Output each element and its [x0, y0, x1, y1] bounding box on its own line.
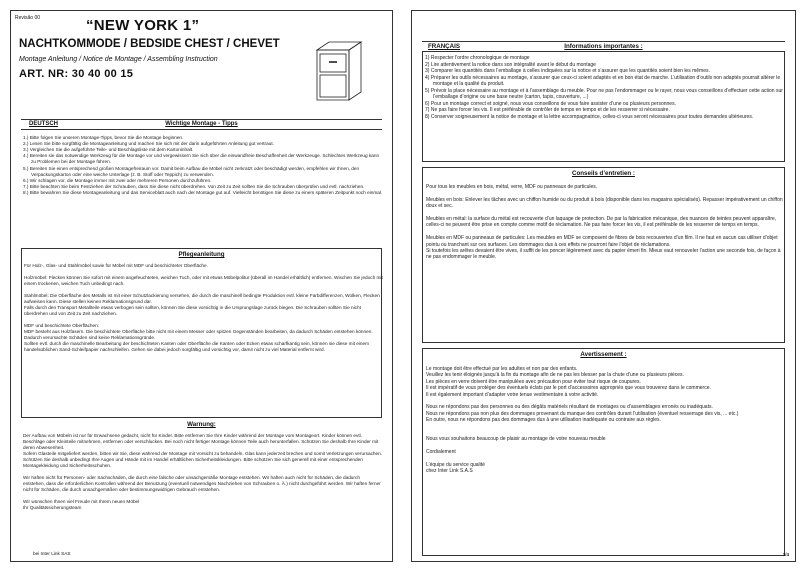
page-number: 1/4 — [782, 552, 789, 557]
tips-list — [23, 135, 385, 196]
revision-label: Revisão 00 — [15, 15, 41, 21]
french-info-header — [422, 41, 785, 52]
list-item: 2) Lire attentivement la notice dans son intégralité avant le début du montage — [425, 61, 596, 68]
warning-section-fr — [422, 348, 785, 556]
product-title: “NEW YORK 1” — [86, 17, 200, 34]
warning-text-fr: Le montage doit être effectué par les adultes et non par des enfants. Veuillez les tenir éloignés jusqu’à la fin du montage afin de ne pas les blesser par la chute d’une ou plusieurs pièces. Les pièces en verre doivent être manipulées avec précaution pour éviter tout risque de coupures. Il est impératif de vous protéger des éventuels éclats par le port d’accessoires appropriés que vous trouverez dans le commerce. Il est également important d’adapter votre tenue vestimentaire à votre activité. Nous ne répondons pas des personnes ou des dégâts matériels résultant de montages ou d’assemblages erronés ou inadéquats. Nous ne répondons pas non plus des dommages provenant du manque des contrôles durant l’utilisation (éventuel resserrage des vis, ... etc.) En outre, nous ne répondons pas des dommages dus à une utilisation inadéquate ou contraire aux règles. Nous vous souhaitons beaucoup de plaisir au montage de votre nouveau meuble Cordialement L’équipe du service qualité chez Inter Link S.A.S — [426, 366, 739, 475]
list-item: 8.) Bitte bewahren Sie diese Montageanleitung und das Serviceblatt auch nach der Montage gut auf. Vielleicht benötigen Sie diese zu einem späteren Zeitpunkt noch einmal. — [23, 189, 383, 195]
instruction-line: Montage Anleitung / Notice de Montage / Assembling Instruction — [19, 56, 218, 63]
care-text: Für Holz-, Glas- und Stahlmöbel sowie für Möbel mit MDF und beschichteter Oberfläche. Holzmöbel: Flecken können Sie sofort mit einem angefeuchteten, weichen Tuch, oder mit etwas Möbelpolitur (überall im Handel erhältlich) entfernen. Wischen Sie jedoch mit einem trockenen, weichen Tuch unbedingt nach. Stahlmöbel: Die Oberfläche des Metalls ist mit einer Schutzlackierung versehen, die durch die maschinell bedingte Produktion evtl. kleine Farbdifferenzen, Wolken, Flecken aufweisen kann. Diese stellen keinen Reklamationsgrund dar. Falls durch den Transport Metallteile etwas verbogen sein sollten, können Sie diese vorsichtig in die Ursprungslage zurück biegen. Die Schrauben sollten Sie nicht überdrehen und von Zeit zu Zeit nachziehen. MDF und beschichtete Oberflächen: MDF besteht aus Holzfasern. Die beschichtete Oberfläche bitte nicht mit einem Messer oder spitzen Gegenständen bearbeiten, da dadurch Schäden entstehen können. Dadurch verursachte Schäden sind keine Reklamationsgründe. Sollten evtl. durch die maschinelle Bearbeitung der beschichteten Kanten oder Oberfläche die Kanten oder Ecken etwas scharfkantig sein, können sie diese mit einem handelsüblichen Sand-Schleifpapier nachschleifen. Gehen sie dabei jedoch sorgfältig und vorsichtig vor, damit nicht zu viel Material entfernt wird. — [24, 263, 383, 353]
list-item: 3.) Vergleichen Sie die aufgeführte Teile- und Beschlagsliste mit dem Kartoninhalt. — [23, 147, 194, 153]
care-heading-fr: Conseils d’entretien : — [572, 170, 635, 177]
warning-text: Der Aufbau von Möbeln ist nur für Erwachsene gedacht, nicht für Kinder. Bitte entfernen Sie Ihre Kinder während der Montage vom Montageort. Kinder können evtl. Beschläge oder Kleinteile mitnehmen, entfernen oder verschlucken. Bei noch nicht fertiger Montage können Teile auch herunterfallen. Schützen Sie deshalb Ihre Kinder mit deren Abwesenheit. Sofern Glasteile mitgeliefert werden, bitten wir Sie, diese während der Montage mit Vorsicht zu behandeln. Glas kann jederzeit brechen und somit Verletzungen verursachen. Schützen Sie deshalb unbedingt Ihre Augen und Hände mit im Handel erhältlichen Sicherheitskleidungen. Bitte schützen Sie sich generell mit einer entsprechenden Montagekleidung und Sicherheitsschuhen. Wir haften nicht für Personen- oder Sachschäden, die durch eine falsche oder unsachgemäße Montage entstehen. Wir haften auch nicht für Schäden, die dadurch entstehen, dass die erforderlichen Kontrollen während der Benutzung (eventuell notwendiges Nachziehen von Schrauben o. Ä.) nicht durchgeführt werden. Wir haften ferner nicht für Schäden, die durch unsachgemäßen oder bestimmungswidrigen Gebrauch entstehen. Wir wünschen Ihnen viel Freude mit Ihrem neuen Möbel Ihr Qualitätssicherungsteam — [23, 433, 383, 511]
list-item: 7) Ne pas faire forcer les vis. Il est préférable de contrôler de temps en temps et de les resserrer si nécessaire. — [425, 107, 670, 113]
list-item: 1) Respecter l’ordre chronologique de montage — [425, 55, 530, 61]
list-item: 4) Préparer les outils nécessaires au montage, s’assurer que ceux-ci soient adaptés et en bon état de marche. L’utilisation d’outils non adaptés pourrait altérer le montage et la qualité du produit. — [425, 74, 781, 87]
article-number: ART. NR: 30 40 00 15 — [19, 68, 134, 80]
list-item: 7.) Bitte beachten Sie beim Festziehen der Schrauben, dass Sie diese nicht überdrehen. Von Zeit zu Zeit sollten Sie die Schrauben überprüfen und evtl. nachziehen. — [23, 183, 365, 189]
care-heading: Pflegeanleitung — [178, 251, 225, 258]
list-item: 5.) Bereiten Sie einen entsprechend großen Montagefreiraum vor. Damit beim Aufbau die Möbel nicht zerkratzt oder beschädigt werden, empfehlen wir Ihnen, den Verpackungskarton oder eine weiche Unterlage (z. B. Stoff oder Teppich) zu verwenden. — [23, 165, 360, 177]
list-item: 6.) Wir schlagen vor, die Montage immer mit zwei oder mehreren Personen durchzuführen. — [23, 177, 212, 183]
warning-heading: Warnung: — [187, 421, 216, 428]
care-text-fr: Pour tous les meubles en bois, métal, verre, MDF ou panneaux de particules. Meubles en bois: Enlever les tâches avec un chiffon humide ou du produit à bois (disponible dans les magasins spécialisés). Repasser impérativement un chiffon doux et sec. Meubles en métal: la surface du métal est recouverte d’un laquage de protection. De par la fabrication mécanique, des nuances de teintes peuvent apparaître, celles-ci ne peuvent être prise en compte comme motif de réclamation. Ne pas faire forcer les vis, il est préférable de les resserrer de temps en temps. Meubles en MDF ou panneaux de particules: Les meubles en MDF se composent de fibres de bois recouvertes d’un film. Il ne faut en aucun cas utiliser d’objet pointu ou tranchant sur ces surfaces. Les dommages dus à ces effets ne pourront faire l’objet de réclamations. Si toutefois les arêtes devaient être vives, il suffit de les poncer légèrement avec du papier émeri fin. Mieux vaut renouveler l’action une seconde fois, de façon à ne pas endommager le meuble. — [426, 184, 783, 261]
list-item: 1.) Bitte folgen Sie unseren Montage-Tipps, bevor Sie die Montage beginnen. — [23, 135, 184, 140]
language-label-german: DEUTSCH — [29, 121, 59, 127]
list-item: 2.) Lesen Sie bitte sorgfältig die Montageanleitung und machen Sie sich mit der darin aufgeführten Anleitung gut vertraut. — [23, 141, 274, 147]
info-box — [422, 52, 785, 162]
care-section-fr — [422, 167, 785, 343]
right-page-french — [411, 10, 796, 562]
list-item: 6) Pour un montage correct et soigné, nous vous conseillons de vous faire assister d’une ou plusieurs personnes. — [425, 100, 676, 107]
german-tips-header — [21, 119, 382, 130]
footer-company: bei Inter Link SAS — [33, 551, 71, 556]
warning-heading-fr: Avertissement : — [580, 351, 627, 358]
warning-section — [21, 421, 382, 559]
product-subtitle: NACHTKOMMODE / BEDSIDE CHEST / CHEVET — [19, 38, 280, 50]
info-list — [425, 55, 785, 120]
language-label-french: FRANÇAIS — [428, 43, 460, 50]
bedside-chest-drawing — [311, 38, 366, 106]
list-item: 8) Conserver soigneusement la notice de montage et la lettre accompagnatrice, celles-ci vous seront nécessaires pour toutes demandes ultérieures. — [425, 113, 754, 120]
list-item: 5) Prévoir la place nécessaire au montage et à l’assemblage du meuble. Pour ne pas l’endommager ou le rayer, nous vous conseillons d’effectuer cette action sur l’emballage d’origine ou une base neutre (carton, tapis, couverture, ...) — [425, 87, 783, 100]
info-heading: Informations importantes : — [564, 43, 643, 50]
tips-heading: Wichtige Montage - Tipps — [165, 121, 238, 127]
list-item: 4.) Bereiten sie das notwendige Werkzeug für die Montage vor und vergewissern Sie sich über die einwandfreie Beschaffenheit der Werkzeuge. Schlechtes Werkzeug kann zu Problemen bei der Montage führen. — [23, 153, 380, 165]
list-item: 3) Comparer les quantités dans l’emballage à celles indiquées sur la notice et s’assurer que les quantités soient bien les mêmes. — [425, 68, 710, 74]
left-page-german — [10, 10, 393, 562]
care-section — [21, 248, 382, 418]
